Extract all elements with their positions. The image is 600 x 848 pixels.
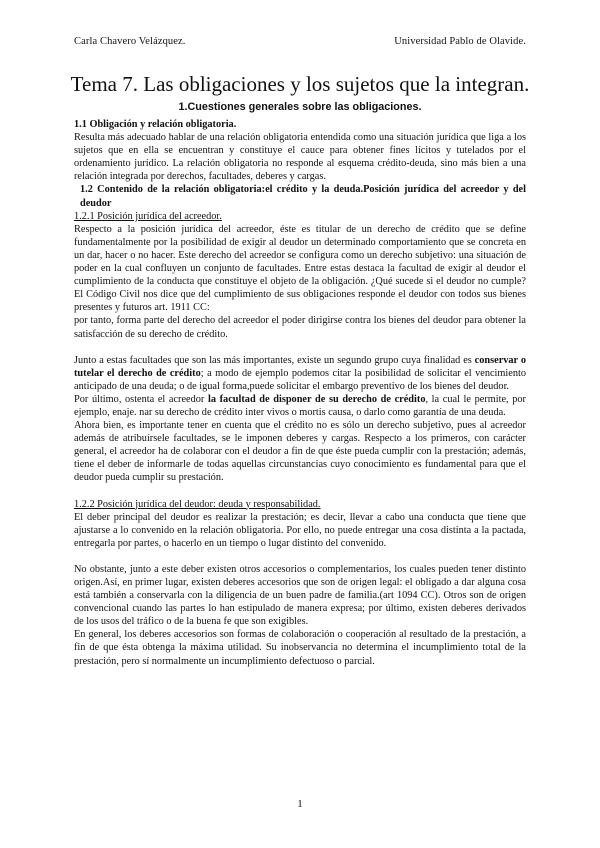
paragraph: Ahora bien, es importante tener en cuenta que el crédito no es sólo un derecho subjetivo, pues al acreedor además de atribuírsele facultades, se le imponen deberes y cargas. Respecto a los primeros, con carácter general, el acreedor ha de colaborar con el deudor a fin de que éste pueda cumplir con la prestación; además, tiene el deber de informarle de todas aquellas circunstancias cuyo conocimiento es fundamental para que el deudor pueda cumplir su prestación. (74, 420, 526, 484)
paragraph: Resulta más adecuado hablar de una relación obligatoria entendida como una situación jurídica que liga a los sujetos que en ella se encuentran y constituye el cauce para obtener fines lícitos y tutelados por el ordenamiento jurídico. La relación obligatoria no responde al esquema crédito-deuda, sino más bien a una relación integrada por derechos, facultades, deberes y cargas. (74, 132, 526, 183)
section-1-2-heading: 1.2 Contenido de la relación obligatoria:el crédito y la deuda.Posición jurídica del acreedor y del deudor (80, 184, 526, 209)
subsection-1-2-1-heading: 1.2.1 Posición jurídica del acreedor. (74, 210, 222, 222)
document-body (74, 118, 526, 668)
subsection-1-2-2-heading: 1.2.2 Posición jurídica del deudor: deuda y responsabilidad. (74, 498, 321, 510)
paragraph: En general, los deberes accesorios son formas de colaboración o cooperación al resultado de la prestación, a fin de que ésta obtenga la máxima utilidad. Su inobservancia no determina el incumplimiento total de la prestación, pero sí normalmente un incumplimiento defectuoso o parcial. (74, 629, 526, 667)
page-title: Tema 7. Las obligaciones y los sujetos que la integran. (70, 72, 530, 96)
header-university: Universidad Pablo de Olavide. (394, 36, 526, 47)
paragraph: El deber principal del deudor es realizar la prestación; es decir, llevar a cabo una conducta que tiene que ajustarse a lo convenido en la relación obligatoria. Por ello, no puede entregar una cosa distinta a la pactada, entregarla por partes, o hacerlo en un tiempo o lugar distinto del convenido. (74, 511, 526, 549)
bold-phrase: la facultad de disponer de su derecho de crédito (207, 393, 426, 405)
page-number: 1 (297, 798, 303, 810)
paragraph: Junto a estas facultades que son las más importantes, existe un segundo grupo cuya finalidad es conservar o tutelar el derecho de crédito; a modo de ejemplo podemos citar la posibilidad de solicitar el vencimiento anticipado de una deuda; o de igual forma,puede solicitar el embargo preventivo de los bienes del deudor. (74, 354, 526, 392)
paragraph: por tanto, forma parte del derecho del acreedor el poder dirigirse contra los bienes del deudor para obtener la satisfacción de su derecho de crédito. (74, 315, 526, 340)
bold-phrase: conservar o tutelar el derecho de crédito (74, 354, 526, 379)
header-author: Carla Chavero Velázquez. (74, 36, 186, 47)
section-1-heading: 1.Cuestiones generales sobre las obligaciones. (178, 101, 422, 113)
paragraph: Por último, ostenta el acreedor la facultad de disponer de su derecho de crédito, la cual le permite, por ejemplo, enaje. nar su derecho de crédito inter vivos o mortis causa, o darlo como garantía de una deuda. (74, 393, 526, 418)
paragraph: No obstante, junto a este deber existen otros accesorios o complementarios, los cuales pueden tener distinto origen.Así, en primer lugar, existen deberes accesorios que son de origen legal: el obligado a dar alguna cosa está también a conservarla con la diligencia de un buen padre de familia.(art 1094 CC). Otros son de origen convencional cuando las partes lo han estipulado de manera expresa; por último, existen deberes derivados de los usos del tráfico o de la buena fe que son exigibles. (74, 563, 526, 628)
section-1-1-heading: 1.1 Obligación y relación obligatoria. (74, 119, 237, 130)
paragraph: Respecto a la posición jurídica del acreedor, éste es titular de un derecho de crédito que se define fundamentalmente por la posibilidad de exigir al deudor un determinado comportamiento que se concreta en un dar, hacer o no hacer. Este derecho del acreedor se configura como un derecho subjetivo: una situación de poder en la cual confluyen un conjunto de facultades. Entre estas destaca la facultad de exigir al deudor el cumplimiento de la conducta que constituye el objeto de la obligación. ¿Qué sucede si el deudor no cumple? El Código Civil nos dice que del cumplimiento de sus obligaciones responde el deudor con todos sus bienes presentes y futuros art. 1911 CC: (74, 223, 526, 314)
